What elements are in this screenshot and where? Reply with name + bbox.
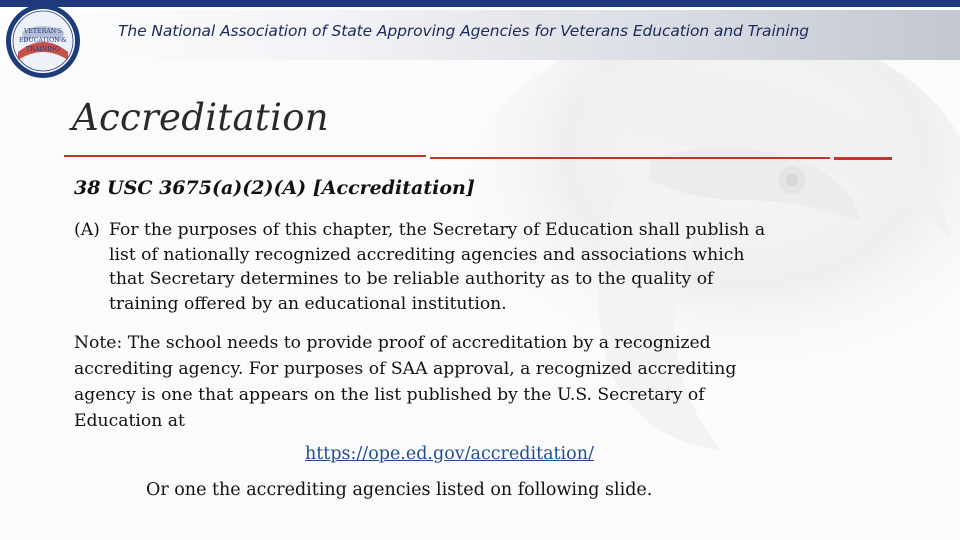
section-subheading: 38 USC 3675(a)(2)(A) [Accreditation] — [74, 177, 475, 199]
logo-text-line3: TRAINING — [26, 46, 60, 53]
paragraph-a-line — [74, 218, 874, 243]
banner-title: The National Association of State Approving Agencies for Veterans Education and Training — [118, 22, 810, 40]
paragraph-a — [74, 218, 874, 316]
title-rule — [834, 157, 892, 160]
title-rule — [430, 157, 830, 159]
header-top-divider — [0, 7, 960, 10]
paragraph-a-text: For the purposes of this chapter, the Secretary of Education shall publish a — [109, 220, 766, 240]
header-top-strip — [0, 0, 960, 7]
paragraph-a-line: list of nationally recognized accrediting agencies and associations which — [109, 244, 745, 265]
note-paragraph — [74, 330, 864, 434]
logo-text-line1: VETERAN'S — [23, 28, 63, 35]
logo-text-line2: EDUCATION & — [18, 37, 68, 44]
title-rule — [64, 155, 426, 157]
footer-line: Or one the accrediting agencies listed on following slide. — [146, 480, 653, 500]
accreditation-link[interactable]: https://ope.ed.gov/accreditation/ — [305, 444, 594, 464]
note-line: Education at — [74, 411, 185, 431]
note-line: Note: The school needs to provide proof of accreditation by a recognized — [74, 333, 711, 353]
paragraph-a-line: that Secretary determines to be reliable authority as to the quality of — [109, 269, 714, 289]
paragraph-a-label: (A) — [74, 220, 100, 240]
nasaa-seal-logo — [4, 2, 82, 80]
note-line: agency is one that appears on the list published by the U.S. Secretary of — [74, 385, 705, 405]
paragraph-a-line: training offered by an educational institution. — [109, 293, 507, 314]
page-title: Accreditation — [72, 96, 329, 139]
note-line: accrediting agency. For purposes of SAA approval, a recognized accrediting — [74, 359, 737, 379]
